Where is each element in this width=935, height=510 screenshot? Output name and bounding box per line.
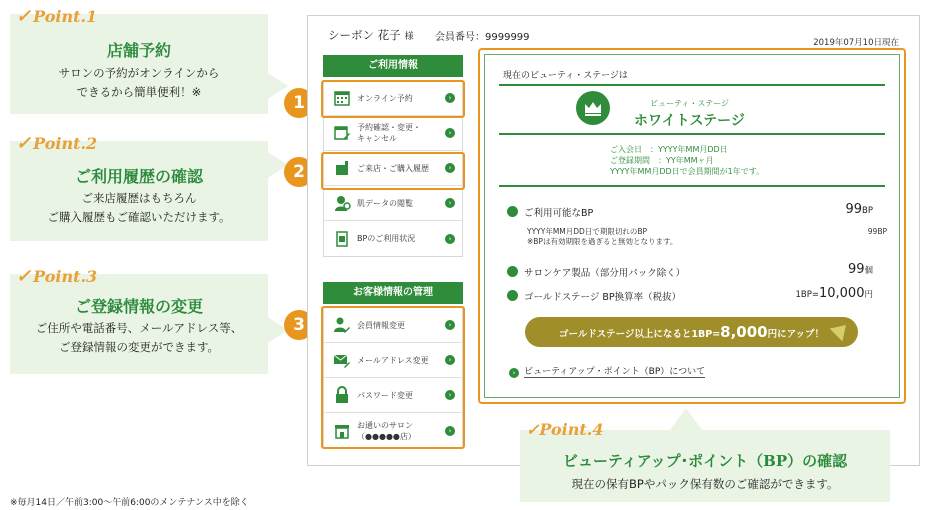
point-2-callout — [10, 133, 268, 241]
skin-data-icon — [333, 194, 351, 212]
gear-icon — [507, 266, 518, 277]
calendar-edit-icon — [333, 124, 351, 142]
point-4-label: ✓Point.4 — [526, 420, 604, 439]
bp-available-value: 99BP — [845, 202, 873, 217]
point-3-body: ご住所や電話番号、メールアドレス等、 ご登録情報の変更ができます。 — [35, 321, 243, 354]
bp-card-icon — [333, 230, 351, 248]
stage-sub-label: ビューティ・ステージ — [650, 99, 730, 108]
menu-label: お通いのサロン （●●●●●店） — [357, 420, 416, 441]
gear-icon — [507, 290, 518, 301]
chevron-right-icon: › — [445, 198, 455, 208]
beauty-stage-panel — [484, 54, 900, 398]
chevron-right-icon: › — [445, 390, 455, 400]
point-1-title: 店舗予約 — [106, 41, 171, 60]
check-icon: ✓ — [526, 420, 540, 439]
point-1-callout — [10, 6, 268, 114]
stage-name: ホワイトステージ — [634, 113, 745, 129]
check-icon: ✓ — [16, 133, 32, 154]
chevron-right-icon: › — [445, 426, 455, 436]
gear-icon — [507, 206, 518, 217]
member-number: 会員番号：9999999 — [435, 32, 530, 43]
point-4-callout — [520, 420, 890, 502]
menu-label: オンライン予約 — [357, 93, 413, 103]
chevron-right-icon: › — [445, 93, 455, 103]
point-1-body: サロンの予約がオンラインから できるから簡単便利！※ — [58, 66, 220, 99]
menu-label: パスワード変更 — [357, 390, 413, 400]
point-3-title: ご登録情報の変更 — [74, 297, 203, 316]
check-icon: ✓ — [16, 6, 32, 27]
point-2-title: ご利用履歴の確認 — [74, 167, 203, 186]
menu-label: 肌データの閲覧 — [357, 198, 413, 208]
menu-label: BPのご利用状況 — [357, 234, 416, 243]
menu-skin-data[interactable] — [324, 186, 462, 221]
bp-available-row: ご利用可能なBP 99BP — [507, 205, 885, 219]
membership-dates: ご入会日 ：YYYY年MM月DD日 ご登録期間 ：YY年MMヶ月 YYYY年MM月DD日で会員期間が1年です。 — [610, 145, 765, 176]
chevron-right-icon: › — [445, 320, 455, 330]
chevron-right-icon: › — [445, 234, 455, 244]
salon-care-row: サロンケア製品（部分用パック除く） 99個 — [507, 265, 885, 279]
chevron-right-icon: › — [445, 355, 455, 365]
point-4-body: 現在の保有BPやパック保有数のご確認ができます。 — [571, 477, 839, 491]
gold-stage-banner: ゴールドステージ以上になると1BP=8,000円にアップ！ — [525, 317, 858, 347]
point-1-label: ✓ Point.1 — [16, 6, 98, 27]
divider — [499, 84, 885, 86]
chevron-right-icon: › — [445, 163, 455, 173]
menu-label: メールアドレス変更 — [357, 355, 429, 365]
divider — [499, 185, 885, 187]
point-4-tail — [670, 408, 702, 430]
point-3-callout — [10, 266, 268, 374]
user-name: シーボン 花子 様 — [328, 28, 414, 42]
highlight-online-reservation — [321, 80, 465, 118]
bp-expire-value: 99BP — [867, 227, 887, 236]
chevron-right-icon: › — [509, 368, 519, 378]
point-2-label: ✓ Point.2 — [16, 133, 98, 154]
point-2-body: ご来店履歴はもちろん ご購入履歴もご確認いただけます。 — [47, 191, 231, 224]
bp-about-link[interactable]: › ビューティアップ・ポイント（BP）について — [509, 364, 705, 378]
usage-menu-heading: ご利用情報 — [323, 55, 463, 77]
bp-expire-note: YYYY年MM月DD日で期限切れのBP ※BPは有効期限を過ぎると無効となります。 — [527, 227, 678, 246]
arrow-up-icon — [830, 319, 853, 342]
as-of-date: 2019年07月10日現在 — [813, 38, 899, 48]
bp-rate-row: ゴールドステージ BP換算率（税抜） 1BP=10,000円 — [507, 289, 885, 303]
menu-label: ご来店・ご購入履歴 — [357, 163, 429, 173]
menu-label: 予約確認・変更・ キャンセル — [357, 123, 421, 143]
point-3-label: ✓ Point.3 — [16, 266, 98, 287]
menu-bp-usage[interactable] — [324, 221, 462, 256]
salon-care-value: 99個 — [847, 262, 873, 277]
highlight-customer-menu — [321, 306, 465, 449]
step-number-3: 3 — [284, 310, 314, 340]
stage-caption: 現在のビューティ・ステージは — [503, 71, 628, 81]
step-number-2: 2 — [284, 157, 314, 187]
point-4-title: ビューティアップ･ポイント（BP）の確認 — [562, 452, 848, 470]
highlight-history — [321, 152, 465, 190]
check-icon: ✓ — [16, 266, 32, 287]
maintenance-footnote: ※毎月14日／午前3:00〜午前6:00のメンテナンス中を除く — [10, 498, 249, 508]
menu-label: 会員情報変更 — [357, 320, 405, 330]
menu-reservation-change[interactable] — [324, 116, 462, 151]
bp-rate-value: 1BP=10,000円 — [795, 286, 873, 301]
customer-menu-heading: お客様情報の管理 — [323, 282, 463, 304]
crown-icon — [576, 91, 610, 125]
step-number-1: 1 — [284, 88, 314, 118]
divider — [499, 133, 885, 135]
chevron-right-icon: › — [445, 128, 455, 138]
